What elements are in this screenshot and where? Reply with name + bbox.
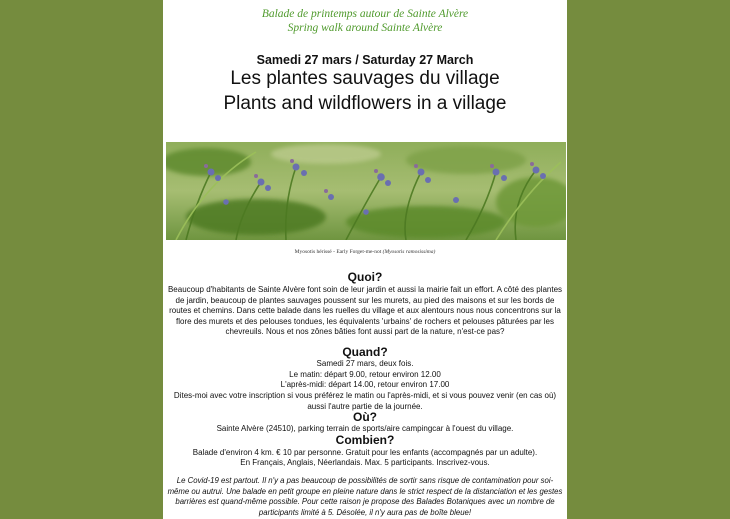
quand-line-1: Samedi 27 mars, deux fois. [316,359,414,368]
flyer-page [163,0,567,519]
subtitle-english: Spring walk around Sainte Alvère [287,22,443,34]
caption-latin: (Myosotis ramosissima) [382,249,436,255]
quand-line-4: Dites-moi avec votre inscription si vous préférez le matin ou l'après-midi, et si vous pouvez venir (en cas où) aussi l'autre partie de la journée. [173,391,557,411]
quand-line-3: L'après-midi: départ 14.00, retour environ 17.00 [280,380,450,389]
event-date: Samedi 27 mars / Saturday 27 March [256,53,474,67]
text-ou: Sainte Alvère (24510), parking terrain de sports/aire campingcar à l'ouest du village. [216,424,514,433]
subtitle-french: Balade de printemps autour de Sainte Alvère [261,8,469,20]
title-french: Les plantes sauvages du village [230,68,500,89]
combien-line-1: Balade d'environ 4 km. € 10 par personne. Gratuit pour les enfants (accompagnés par un adulte). [192,448,538,457]
heading-ou: Où? [353,410,377,424]
quand-line-2: Le matin: départ 9.00, retour environ 12.00 [289,370,441,379]
heading-quand: Quand? [342,345,388,359]
forget-me-not-photo [166,142,566,240]
caption-main: Myosotis hérissé - Early Forget-me-not [294,249,383,255]
combien-line-2: En Français, Anglais, Néerlandais. Max. 5 participants. Inscrivez-vous. [240,458,490,467]
text-quoi: Beaucoup d'habitants de Sainte Alvère font soin de leur jardin et aussi la mairie fait un effort. A côté des plantes de jardin, beaucoup de plantes sauvages poussent sur les murets, au pied des maisons et sur les bords de routes et chemins. Dans cette balade dans les ruelles du village et aux alentours nous nous concentrons sur la flore des murets et des pelouses tondues, les équivalents 'urbains' de rochers et pelouses pâturées par les chevreuils. Nous et nos zônes bâties font aussi part de la nature, n'est-ce pas? [167,285,563,337]
covid-note: Le Covid-19 est partout. Il n'y a pas beaucoup de possibilités de sortir sans risque de contamination pour soi-même ou autrui. Une balade en petit groupe en pleine nature dans le strict respect de la distanciation et les gestes barrières est quand-même possible. Pour cette raison je propose des Balades Botaniques avec un nombre de participants limité à 5. Désolée, il n'y aura pas de boîte bleue! [167,476,563,517]
photo-caption [163,249,567,255]
title-english: Plants and wildflowers in a village [223,93,507,114]
heading-combien: Combien? [335,433,395,447]
heading-quoi: Quoi? [347,270,383,284]
